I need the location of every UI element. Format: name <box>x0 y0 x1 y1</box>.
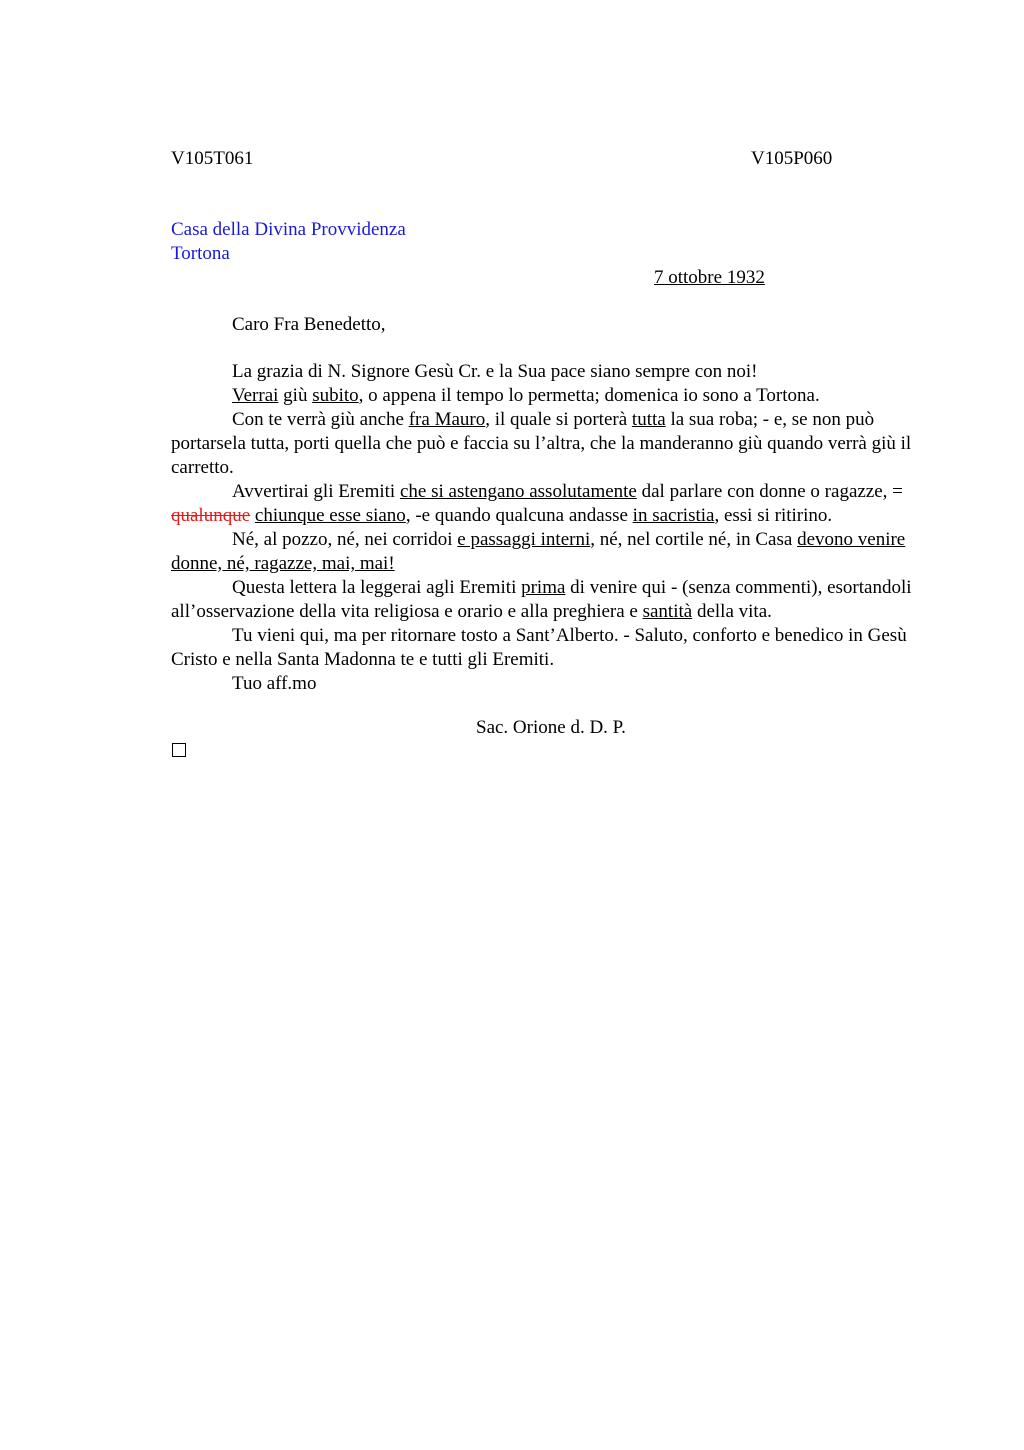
text-run: Questa lettera la leggerai agli Eremiti <box>232 577 522 598</box>
underlined-text: e passaggi interni <box>457 529 591 550</box>
underlined-text: prima <box>521 577 566 598</box>
text-run: di venire qui - (senza commenti), esortandoli all’osservazione della vita religiosa e orario e alla preghiera e <box>171 577 912 622</box>
underlined-text: chiunque esse siano <box>254 505 406 526</box>
underlined-text: subito <box>312 385 359 406</box>
text-run: la sua roba; - e, se non può portarsela tutta, porti quella che può e faccia su l’altra, che la manderanno giù quando verrà giù il carretto. <box>171 409 912 478</box>
text-run: , il quale si porterà <box>485 409 632 430</box>
underlined-text: santità <box>642 601 693 622</box>
text-run: Con te verrà giù anche <box>232 409 409 430</box>
closing: Tuo aff.mo <box>232 673 317 694</box>
text-run: dal parlare con donne o ragazze, = <box>636 481 903 502</box>
sender-name: Casa della Divina Provvidenza <box>171 219 406 240</box>
text-run: , -e quando qualcuna andasse <box>405 505 633 526</box>
paragraph-6 <box>171 576 923 624</box>
underlined-text: fra Mauro <box>408 409 486 430</box>
text-run: , o appena il tempo lo permetta; domenica io sono a Tortona. <box>358 385 820 406</box>
text-run: giù <box>278 385 313 406</box>
paragraph-3 <box>171 408 923 480</box>
letter-date: 7 ottobre 1932 <box>654 267 765 288</box>
underlined-text: tutta <box>631 409 666 430</box>
text-run: Avvertirai gli Eremiti <box>232 481 400 502</box>
paragraph-4 <box>171 480 923 528</box>
underlined-text: in sacristia <box>632 505 715 526</box>
text-run: Né, al pozzo, né, nei corridoi <box>232 529 458 550</box>
underlined-text: devono venire donne, né, ragazze, mai, mai! <box>171 529 906 574</box>
struck-through-word: qualunque <box>171 505 251 526</box>
checkbox-square-icon <box>172 743 186 757</box>
text-run: , essi si ritirino. <box>714 505 833 526</box>
document-code-left: V105T061 <box>171 148 254 169</box>
letter-body <box>171 360 923 696</box>
paragraph-7: Tu vieni qui, ma per ritornare tosto a Sant’Alberto. - Saluto, conforto e benedico in Gesù Cristo e nella Santa Madonna te e tutti gli Eremiti. <box>171 625 907 670</box>
paragraph-5 <box>171 528 923 576</box>
signature: Sac. Orione d. D. P. <box>476 717 626 738</box>
underlined-text: Verrai <box>232 385 279 406</box>
text-run: , né, nel cortile né, in Casa <box>590 529 798 550</box>
text-run: della vita. <box>692 601 772 622</box>
underlined-text: che si astengano assolutamente <box>399 481 637 502</box>
paragraph-1: La grazia di N. Signore Gesù Cr. e la Sua pace siano sempre con noi! <box>232 361 758 382</box>
document-code-right: V105P060 <box>751 148 833 169</box>
sender-city: Tortona <box>171 243 230 264</box>
paragraph-2 <box>171 384 923 408</box>
salutation: Caro Fra Benedetto, <box>232 314 386 335</box>
